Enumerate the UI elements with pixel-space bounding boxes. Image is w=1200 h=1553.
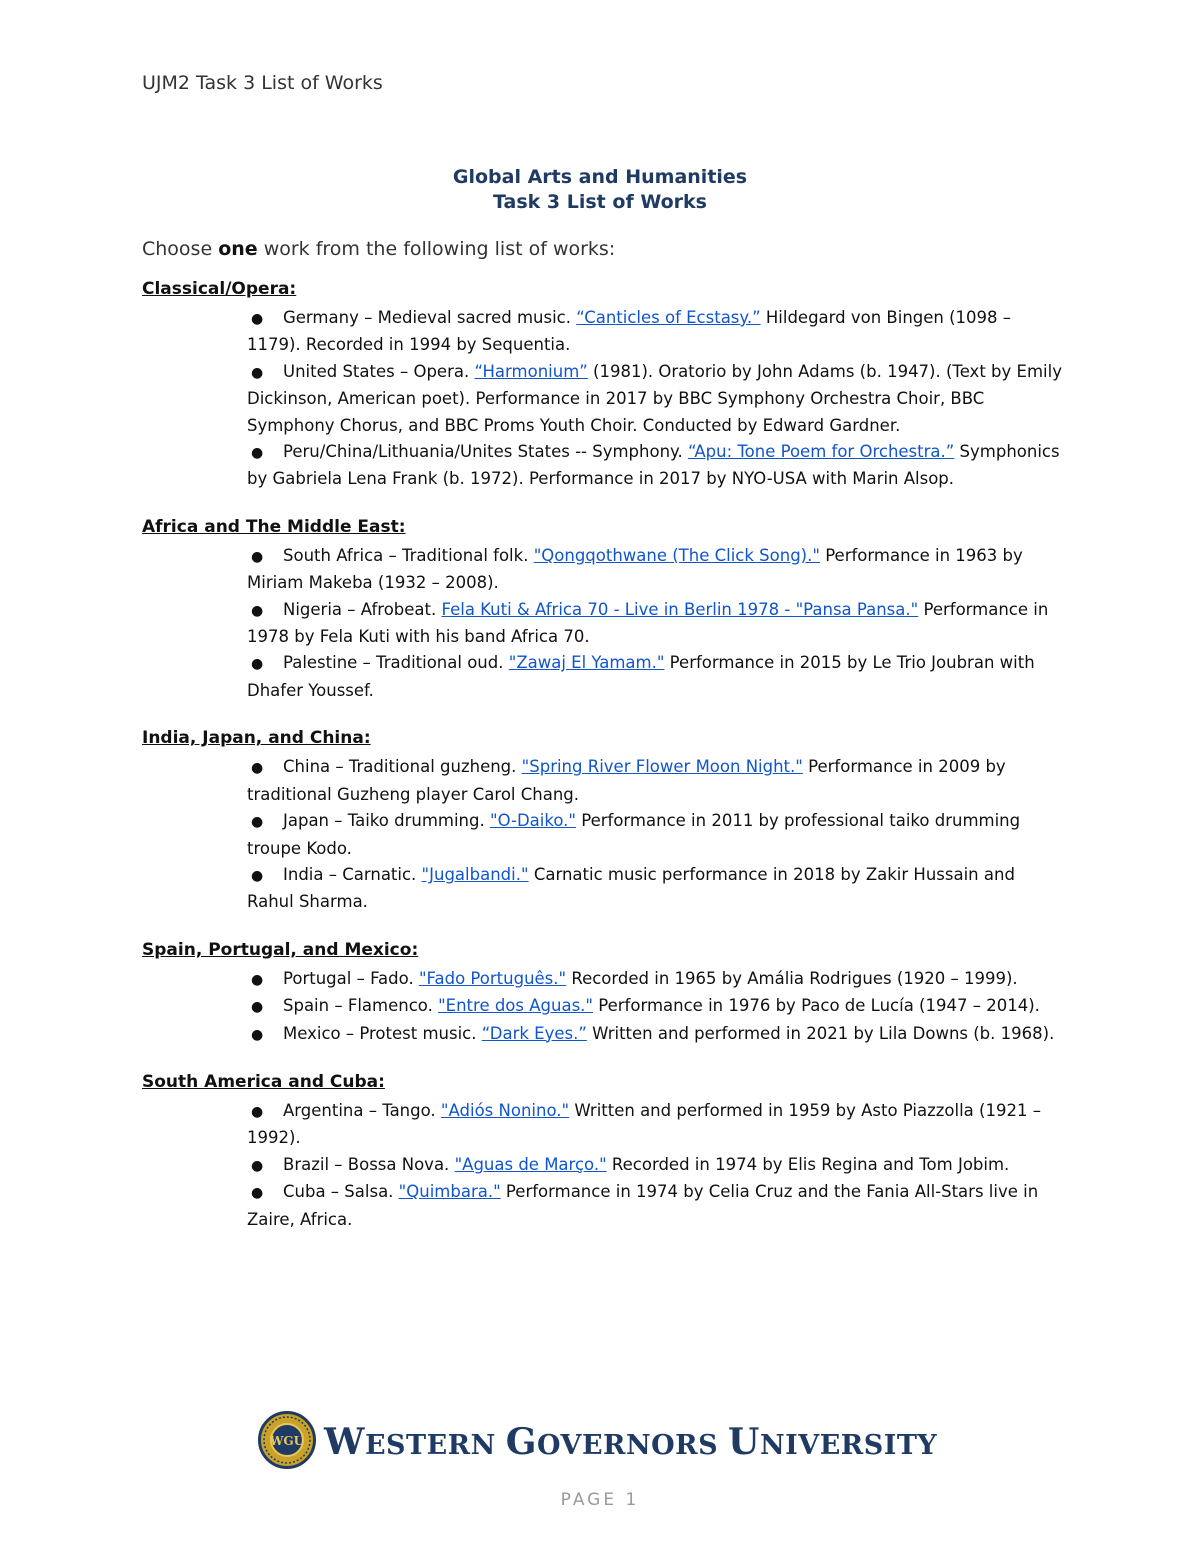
work-details: Performance in 1974 by Celia Cruz and the Fania All-Stars live in Zaire, Africa. — [247, 1182, 1039, 1229]
bullet-icon: ● — [251, 364, 264, 381]
bullet-icon: ● — [251, 548, 264, 565]
work-link[interactable]: “Harmonium” — [474, 361, 588, 381]
bullet-icon: ● — [251, 760, 264, 777]
work-item — [247, 597, 1062, 651]
work-details: Performance in 2015 by Le Trio Joubran with Dhafer Youssef. — [247, 653, 1035, 700]
bullet-icon: ● — [251, 1157, 264, 1174]
bullet-icon: ● — [251, 445, 264, 462]
work-item — [247, 993, 1062, 1020]
section — [142, 937, 1062, 1048]
work-item — [247, 650, 1062, 704]
work-description: Mexico – Protest music. — [283, 1023, 482, 1043]
work-item — [247, 1098, 1062, 1152]
title-line-2: Task 3 List of Works — [493, 191, 707, 213]
work-list — [142, 1098, 1062, 1233]
bullet-icon: ● — [251, 1103, 264, 1120]
work-link[interactable]: “Canticles of Ecstasy.” — [576, 308, 761, 327]
work-item — [247, 1179, 1062, 1233]
work-description: United States – Opera. — [283, 361, 475, 381]
works-list — [142, 276, 1062, 1254]
section — [142, 1069, 1062, 1233]
work-details: Performance in 1963 by Miriam Makeba (1932 – 2008). — [247, 545, 1023, 593]
work-description: Argentina – Tango. — [283, 1100, 441, 1120]
bullet-icon: ● — [251, 971, 264, 988]
work-description: Cuba – Salsa. — [283, 1182, 399, 1202]
bullet-icon: ● — [251, 311, 264, 327]
instructions-prefix: Choose — [142, 238, 219, 260]
wgu-seal-icon — [258, 1411, 316, 1469]
work-description: Germany – Medieval sacred music. — [283, 308, 577, 327]
work-details: Symphonics by Gabriela Lena Frank (b. 1972). Performance in 2017 by NYO-USA with Marin Alsop. — [247, 442, 1060, 489]
section — [142, 514, 1062, 704]
work-details: Carnatic music performance in 2018 by Zakir Hussain and Rahul Sharma. — [247, 864, 1015, 912]
bullet-icon: ● — [251, 1185, 264, 1202]
work-item — [247, 1152, 1062, 1179]
section — [142, 276, 1062, 493]
work-link[interactable]: "Quimbara." — [398, 1182, 501, 1202]
work-details: Performance in 1978 by Fela Kuti with his band Africa 70. — [247, 599, 1049, 647]
work-details: Hildegard von Bingen (1098 – 1179). Recorded in 1994 by Sequentia. — [247, 308, 1012, 355]
work-item — [247, 862, 1062, 916]
work-description: Nigeria – Afrobeat. — [283, 599, 442, 619]
bullet-icon: ● — [251, 602, 264, 619]
document-header: UJM2 Task 3 List of Works — [142, 72, 383, 94]
work-description: India – Carnatic. — [283, 864, 422, 884]
bullet-icon: ● — [251, 867, 264, 884]
instructions — [142, 238, 615, 260]
work-description: Peru/China/Lithuania/Unites States -- Symphony. — [283, 442, 688, 462]
work-description: Palestine – Traditional oud. — [283, 653, 509, 673]
section-heading: Africa and The Middle East: — [142, 516, 406, 537]
instructions-suffix: work from the following list of works: — [257, 238, 616, 260]
work-description: China – Traditional guzheng. — [283, 757, 522, 777]
work-description: South Africa – Traditional folk. — [283, 545, 534, 565]
work-link[interactable]: "Entre dos Aguas." — [438, 996, 594, 1016]
title-line-1: Global Arts and Humanities — [452, 166, 748, 188]
work-description: Japan – Taiko drumming. — [283, 811, 490, 831]
work-item — [247, 754, 1062, 808]
work-link[interactable]: “Dark Eyes.” — [481, 1023, 587, 1043]
page-number: PAGE 1 — [560, 1490, 640, 1510]
work-details: Performance in 2011 by professional taiko drumming troupe Kodo. — [247, 811, 1021, 858]
work-list — [142, 305, 1062, 493]
work-details: Recorded in 1965 by Amália Rodrigues (1920 – 1999). — [566, 968, 1018, 988]
work-details: (1981). Oratorio by John Adams (b. 1947). (Text by Emily Dickinson, American poet). Performance in 2017 by BBC Symphony Orchestra Choir, BBC Symphony Chorus, and BBC Proms Youth Choir. Conducted by Edward Gardner. — [247, 361, 1062, 435]
work-list — [142, 966, 1062, 1048]
work-item — [247, 1021, 1062, 1048]
work-details: Performance in 1976 by Paco de Lucía (1947 – 2014). — [593, 996, 1040, 1016]
work-link[interactable]: "Adiós Nonino." — [440, 1100, 570, 1120]
bullet-icon: ● — [251, 814, 264, 831]
bullet-icon: ● — [251, 999, 264, 1016]
bullet-icon: ● — [251, 656, 264, 673]
work-item — [247, 359, 1062, 439]
section — [142, 725, 1062, 915]
section-heading: Spain, Portugal, and Mexico: — [142, 939, 419, 960]
work-details: Written and performed in 1959 by Asto Piazzolla (1921 – 1992). — [247, 1100, 1041, 1148]
wgu-wordmark — [324, 1421, 938, 1473]
work-list — [142, 543, 1062, 704]
work-description: Portugal – Fado. — [283, 968, 419, 988]
work-item — [247, 543, 1062, 597]
section-heading: Classical/Opera: — [142, 279, 297, 299]
work-link[interactable]: “Apu: Tone Poem for Orchestra.” — [687, 442, 955, 462]
work-item — [247, 439, 1062, 493]
document-title — [0, 165, 1200, 215]
wgu-logo — [258, 1411, 938, 1473]
instructions-emphasis: one — [218, 238, 258, 260]
work-item — [247, 305, 1062, 359]
work-list — [142, 754, 1062, 915]
section-heading: India, Japan, and China: — [142, 728, 371, 749]
work-details: Written and performed in 2021 by Lila Downs (b. 1968). — [586, 1023, 1055, 1043]
work-link[interactable]: "Zawaj El Yamam." — [508, 653, 665, 673]
svg-text:WGU: WGU — [269, 1434, 305, 1448]
work-item — [247, 966, 1062, 993]
section-heading: South America and Cuba: — [142, 1071, 385, 1092]
work-link[interactable]: "Jugalbandi." — [421, 864, 529, 884]
work-details: Recorded in 1974 by Elis Regina and Tom Jobim. — [606, 1154, 1010, 1174]
work-item — [247, 808, 1062, 862]
work-link[interactable]: "O-Daiko." — [489, 811, 576, 831]
bullet-icon: ● — [251, 1026, 264, 1043]
svg-text:WESTERN GOVERNORS UNIVERSITY: WESTERN GOVERNORS UNIVERSITY — [324, 1421, 938, 1463]
work-description: Spain – Flamenco. — [283, 996, 439, 1016]
work-link[interactable]: "Fado Português." — [418, 968, 567, 988]
work-details: Performance in 2009 by traditional Guzheng player Carol Chang. — [247, 757, 1006, 804]
work-link[interactable]: Fela Kuti & Africa 70 - Live in Berlin 1978 - "Pansa Pansa." — [441, 599, 919, 619]
work-description: Brazil – Bossa Nova. — [283, 1154, 455, 1174]
work-link[interactable]: "Qongqothwane (The Click Song)." — [533, 545, 820, 565]
work-link[interactable]: "Aguas de Março." — [454, 1154, 607, 1174]
work-link[interactable]: "Spring River Flower Moon Night." — [521, 757, 803, 777]
